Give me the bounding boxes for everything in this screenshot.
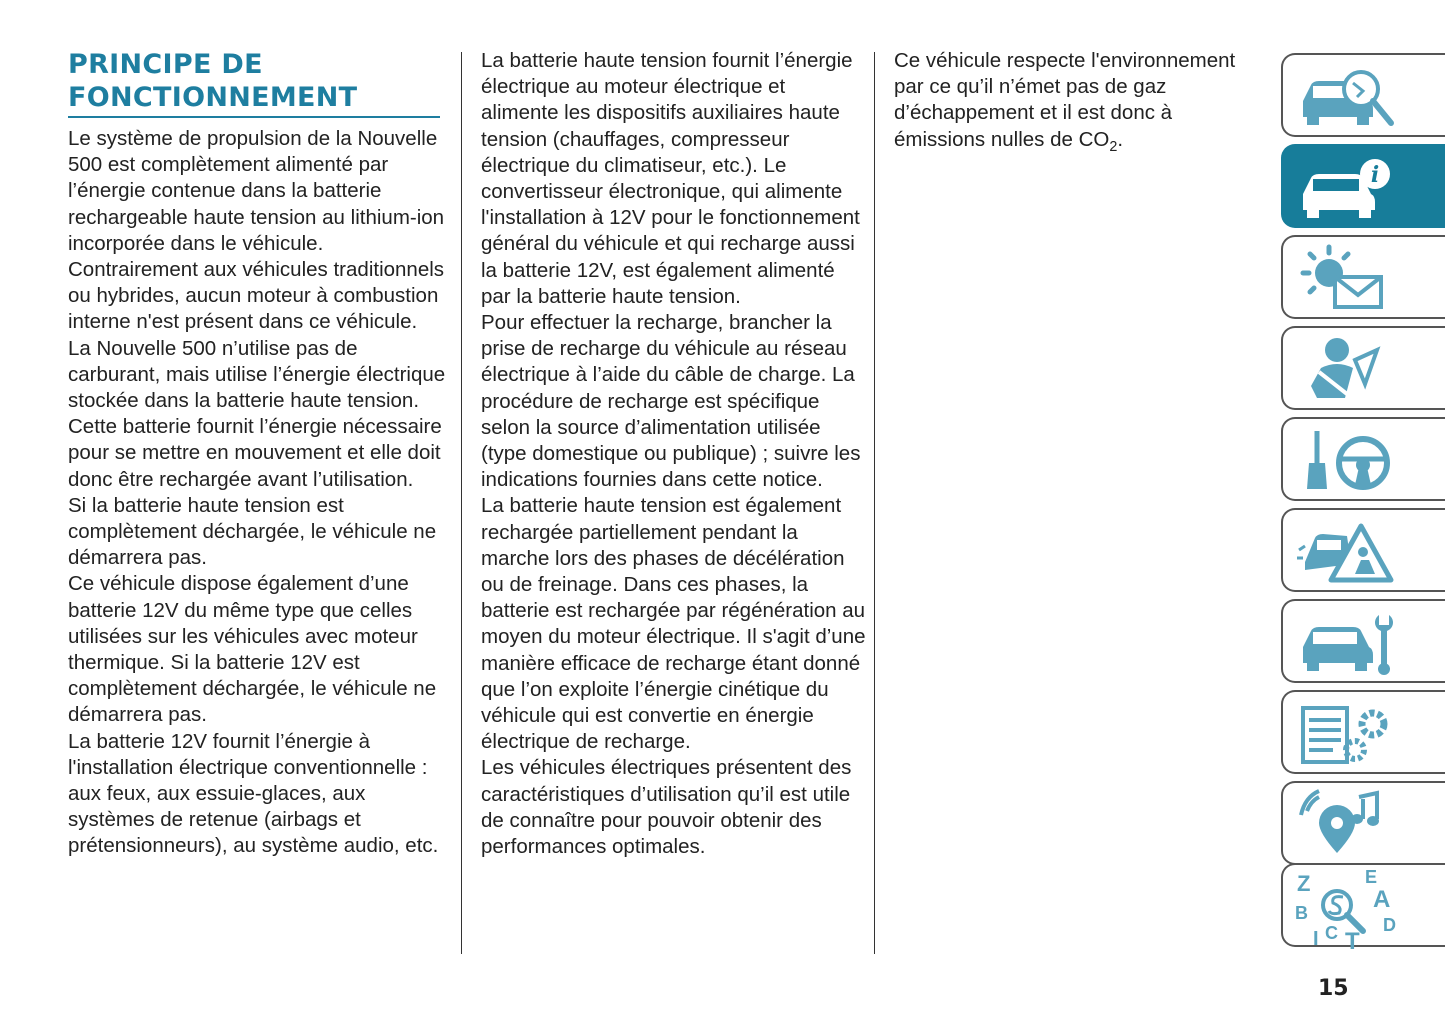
svg-text:i: i bbox=[1370, 162, 1380, 188]
tab-maintenance[interactable] bbox=[1281, 599, 1445, 683]
section-title bbox=[68, 48, 440, 118]
tab-emergency[interactable] bbox=[1281, 508, 1445, 592]
car-search-icon bbox=[1297, 61, 1397, 133]
svg-text:B: B bbox=[1295, 903, 1308, 923]
tab-starting-driving[interactable] bbox=[1281, 417, 1445, 501]
paragraph: Si la batterie haute tension est complètement déchargée, le véhicule ne démarrera pas. bbox=[68, 493, 437, 570]
tab-lights-messages[interactable] bbox=[1281, 235, 1445, 319]
tab-multimedia[interactable] bbox=[1281, 781, 1445, 865]
paragraph: Pour effectuer la recharge, brancher la prise de recharge du véhicule au réseau électrique à l’aide du câble de charge. La procédure de recharge est spécifique selon la source d’alimentation utilisée (type domestique ou publique) ; suivre les indications fournies dans cette notice. bbox=[481, 311, 861, 492]
svg-text:E: E bbox=[1365, 867, 1378, 887]
column-divider bbox=[874, 52, 875, 954]
technical-data-icon bbox=[1297, 698, 1397, 770]
paragraph: La batterie haute tension fournit l’énergie électrique au moteur électrique et alimente les dispositifs auxiliaires haute tension (chauffages, compresseur électrique du climatiseur, etc.). Le convertisseur électronique, qui alimente l'installation à 12V pour le fonctionnement général du véhicule et qui recharge aussi la batterie 12V, est également alimenté par la batterie haute tension. bbox=[481, 49, 860, 308]
paragraph: Les véhicules électriques présentent des caractéristiques d’utilisation qu’il est utile de connaître pour pouvoir obtenir des performances optimales. bbox=[481, 756, 852, 859]
car-info-icon bbox=[1297, 152, 1397, 224]
tab-seat-safety[interactable] bbox=[1281, 326, 1445, 410]
paragraph: La Nouvelle 500 n’utilise pas de carburant, mais utilise l’énergie électrique stockée dans la batterie haute tension. Cette batterie fournit l’énergie nécessaire pour se mettre en mouvement et elle doit donc être rechargée avant l’utilisation. bbox=[68, 336, 446, 491]
section-title-line1: PRINCIPE DE bbox=[68, 49, 263, 80]
paragraph: La batterie haute tension est également rechargée partiellement pendant la marche lors des phases de décélération ou de freinage. Dans ces phases, la batterie est rechargée par régénération au moyen du moteur électrique. Il s'agit d’une manière efficace de recharge étant donné que l’on exploite l’énergie cinétique du véhicule qui est convertie en énergie électrique de recharge. bbox=[481, 494, 866, 754]
column-divider bbox=[461, 52, 462, 954]
co2-text: Ce véhicule respecte l'environnement par ce qu’il n’émet pas de gaz d’échappement et il est donc à émissions nulles de CO bbox=[894, 49, 1236, 151]
svg-text:C: C bbox=[1325, 923, 1338, 943]
tab-car-info[interactable] bbox=[1281, 144, 1445, 228]
co2-subscript: 2 bbox=[1109, 138, 1118, 155]
seat-safety-icon bbox=[1297, 334, 1397, 406]
starting-driving-icon bbox=[1297, 425, 1397, 497]
svg-text:I: I bbox=[1313, 928, 1319, 950]
paragraph bbox=[894, 48, 1264, 153]
section-title-line2: FONCTIONNEMENT bbox=[68, 82, 358, 113]
maintenance-icon bbox=[1297, 607, 1397, 679]
svg-text:Z: Z bbox=[1297, 871, 1311, 896]
column-1 bbox=[68, 48, 448, 860]
column-2 bbox=[481, 48, 866, 860]
tab-car-search[interactable] bbox=[1281, 53, 1445, 137]
paragraph: Ce véhicule dispose également d’une batterie 12V du même type que celles utilisées sur les véhicules avec moteur thermique. Si la batterie 12V est complètement déchargée, le véhicule ne démarrera pas. bbox=[68, 572, 437, 727]
index-icon bbox=[1291, 867, 1411, 951]
column-3 bbox=[894, 48, 1264, 153]
co2-suffix: . bbox=[1117, 127, 1124, 151]
page-number: 15 bbox=[1318, 976, 1349, 1001]
lights-messages-icon bbox=[1297, 243, 1397, 315]
paragraph: La batterie 12V fournit l’énergie à l'installation électrique conventionnelle : aux feux, aux essuie-glaces, aux systèmes de retenue (airbags et prétensionneurs), au système audio, etc. bbox=[68, 729, 439, 858]
tab-index[interactable] bbox=[1281, 863, 1445, 951]
tab-technical-data[interactable] bbox=[1281, 690, 1445, 774]
multimedia-icon bbox=[1297, 789, 1397, 861]
emergency-icon bbox=[1297, 516, 1397, 588]
svg-text:T: T bbox=[1345, 928, 1360, 951]
svg-text:D: D bbox=[1383, 915, 1396, 935]
paragraph: Le système de propulsion de la Nouvelle 500 est complètement alimenté par l’énergie contenue dans la batterie rechargeable haute tension au lithium-ion incorporée dans le véhicule. Contrairement aux véhicules traditionnels ou hybrides, aucun moteur à combustion interne n'est présent dans ce véhicule. bbox=[68, 127, 445, 334]
svg-text:A: A bbox=[1373, 886, 1391, 913]
